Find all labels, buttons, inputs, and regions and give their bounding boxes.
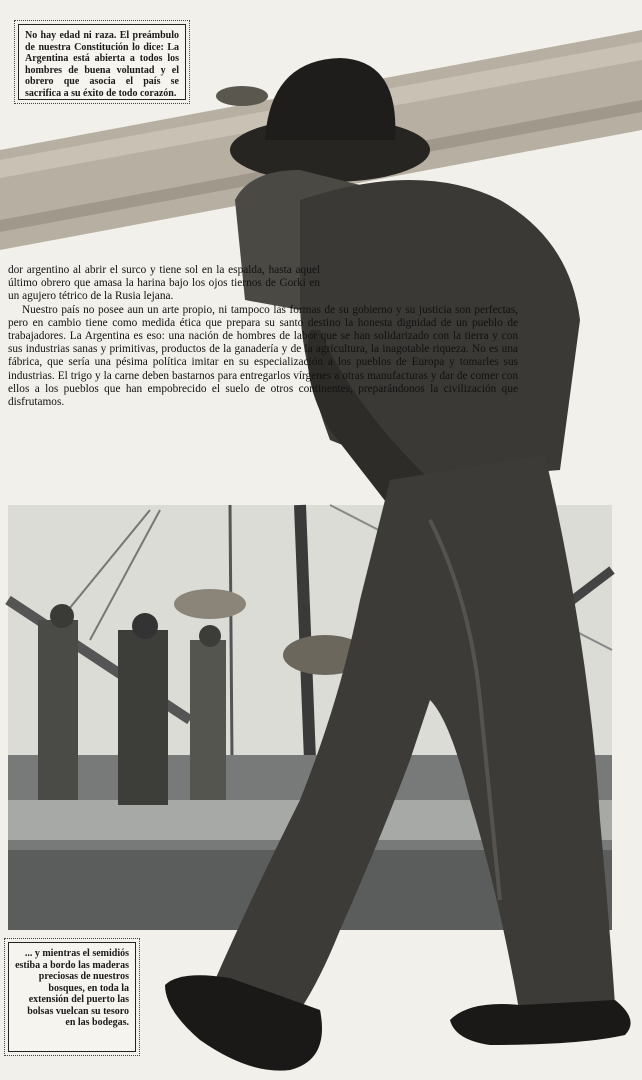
body-paragraph-1: dor argentino al abrir el surco y tiene sol en la espalda, hasta aquel último obrero que amasa la harina bajo los ojos tiernos de Gorki en un agujero tétrico de la Rusia lejana. (8, 264, 320, 303)
caption-bottom-text: ... y mientras el semidiós estiba a bordo las maderas preciosas de nuestros bosques, en toda la extensión del puerto las bolsas vuelcan su tesoro en las bodegas. (15, 948, 129, 1028)
caption-bottom (8, 942, 136, 1052)
body-text (8, 264, 518, 409)
caption-top (18, 24, 186, 100)
caption-top-text: No hay edad ni raza. El preámbulo de nuestra Constitución lo dice: La Argentina está abierta a todos los hombres de buena voluntad y el obrero que asocia el país se sacrifica a su éxito de todo corazón. (25, 30, 179, 99)
body-paragraph-2: Nuestro país no posee aun un arte propio, ni tampoco las formas de su gobierno y su justicia son perfectas, pero en cambio tiene como medida ética que prepara su santo destino la honesta dignidad de un pueblo de trabajadores. La Argentina es eso: una nación de hombres de labor que se han solidarizado con la tierra y con sus industrias sanas y primitivas, productos de la ganadería y de la agricultura, la inagotable riqueza. No es una fábrica, que sería una pésima política imitar en su especialización a los pueblos de Europa y tomarles sus industrias. El trigo y la carne deben bastarnos para entregarlos vírgenes a otras manufacturas y dar de comer con ellos a los pueblos que han empobrecido el suelo de otros continentes, preparándonos la civilización que disfrutamos. (8, 303, 518, 409)
